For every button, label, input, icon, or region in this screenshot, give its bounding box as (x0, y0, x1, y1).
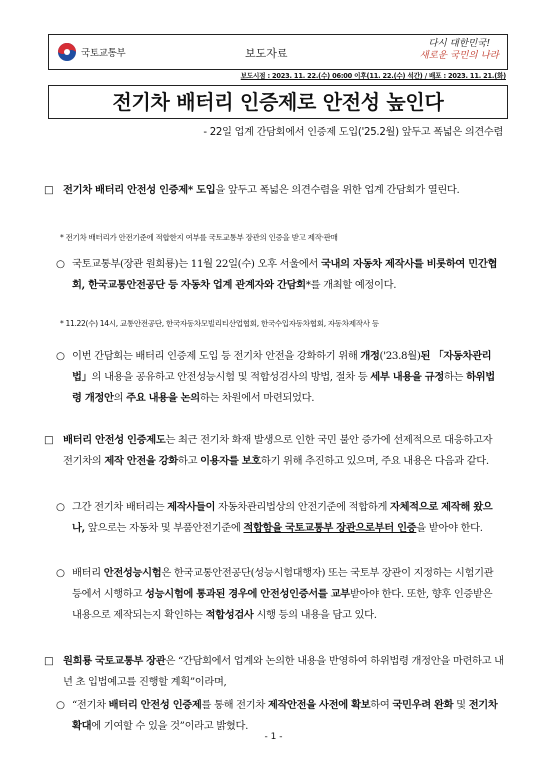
circle-bullet: ○ (56, 350, 65, 362)
circle-bullet: ○ (56, 567, 65, 579)
embargo-info: 보도시점 : 2023. 11. 22.(수) 06:00 이후(11. 22.(수) 석간) / 배포 : 2023. 11. 21.(화) (240, 72, 506, 80)
paragraph-performance-test: ○ 배터리 안전성능시험은 한국교통안전공단(성능시험대행자) 또는 국토부 장관이 지정하는 시험기관 등에서 시행하고 성능시험에 통과된 경우에 안전성인증서를 교부받아야 한다. 또한, 향후 인증받은 내용으로 제작되는지 확인하는 적합성검사 시행 등의 내용을 담고 있다. (56, 563, 504, 626)
paragraph-intro: □ 전기차 배터리 안전성 인증제* 도입을 앞두고 폭넓은 의견수렴을 위한 업계 간담회가 열린다. (44, 180, 504, 201)
paragraph-meeting: ○ 국토교통부(장관 원희룡)는 11월 22일(수) 오후 서울에서 국내의 자동차 제작사를 비롯하여 민간협회, 한국교통안전공단 등 자동차 업계 관계자와 간담회*를 개최할 예정이다. (56, 254, 504, 296)
slogan-line-2: 새로운 국민의 나라 (419, 50, 499, 61)
circle-bullet: ○ (56, 501, 65, 513)
paragraph-certification-change: ○ 그간 전기차 배터리는 제작사들이 자동차관리법상의 안전기준에 적합하게 자체적으로 제작해 왔으나, 앞으로는 자동차 및 부품안전기준에 적합함을 국토교통부 장관으로부터 인증을 받아야 한다. (56, 497, 504, 539)
circle-bullet: ○ (56, 258, 65, 270)
square-bullet: □ (44, 184, 54, 196)
ministry-logo (57, 42, 125, 62)
slogan-line-1: 다시 대한민국! (428, 38, 491, 49)
paragraph-quote: ○ “전기차 배터리 안전성 인증제를 통해 전기차 제작안전을 사전에 확보하여 국민우려 완화 및 전기차 확대에 기여할 수 있을 것”이라고 밝혔다. (56, 695, 504, 737)
subtitle: - 22일 업계 간담회에서 인증제 도입('25.2월) 앞두고 폭넓은 의견수렴 (203, 127, 503, 138)
ministry-emblem-icon (57, 42, 77, 62)
footnote-certification: * 전기차 배터리가 안전기준에 적합한지 여부를 국토교통부 장관의 인증을 받고 제작·판매 (60, 233, 338, 242)
footnote-meeting: * 11.22(수) 14시, 교통안전공단, 한국자동차모빌리티산업협회, 한국수입자동차협회, 자동차제작사 등 (60, 319, 379, 328)
title-box (48, 85, 508, 119)
page-number: - 1 - (264, 732, 283, 742)
press-release-label: 보도자료 (245, 47, 288, 60)
paragraph-purpose: ○ 이번 간담회는 배터리 인증제 도입 등 전기차 안전을 강화하기 위해 개정('23.8월)된 「자동차관리법」의 내용을 공유하고 안전성능시험 및 적합성검사의 방법, 절차 등 세부 내용을 규정하는 하위법령 개정안의 주요 내용을 논의하는 차원에서 마련되었다. (56, 346, 504, 409)
square-bullet: □ (44, 655, 54, 667)
paragraph-minister: □ 원희룡 국토교통부 장관은 “간담회에서 업계와 논의한 내용을 반영하여 하위법령 개정안을 마련하고 내년 초 입법예고를 진행할 계획”이라며, (44, 651, 504, 693)
ministry-name: 국토교통부 (81, 48, 126, 59)
square-bullet: □ (44, 434, 54, 446)
page-title: 전기차 배터리 인증제로 안전성 높인다 (112, 90, 444, 114)
government-slogan (420, 38, 499, 62)
circle-bullet: ○ (56, 699, 65, 711)
paragraph-system: □ 배터리 안전성 인증제도는 최근 전기차 화재 발생으로 인한 국민 불안 증가에 선제적으로 대응하고자 전기차의 제작 안전을 강화하고 이용자를 보호하기 위해 추진하고 있으며, 주요 내용은 다음과 같다. (44, 430, 504, 472)
press-header (48, 34, 508, 70)
